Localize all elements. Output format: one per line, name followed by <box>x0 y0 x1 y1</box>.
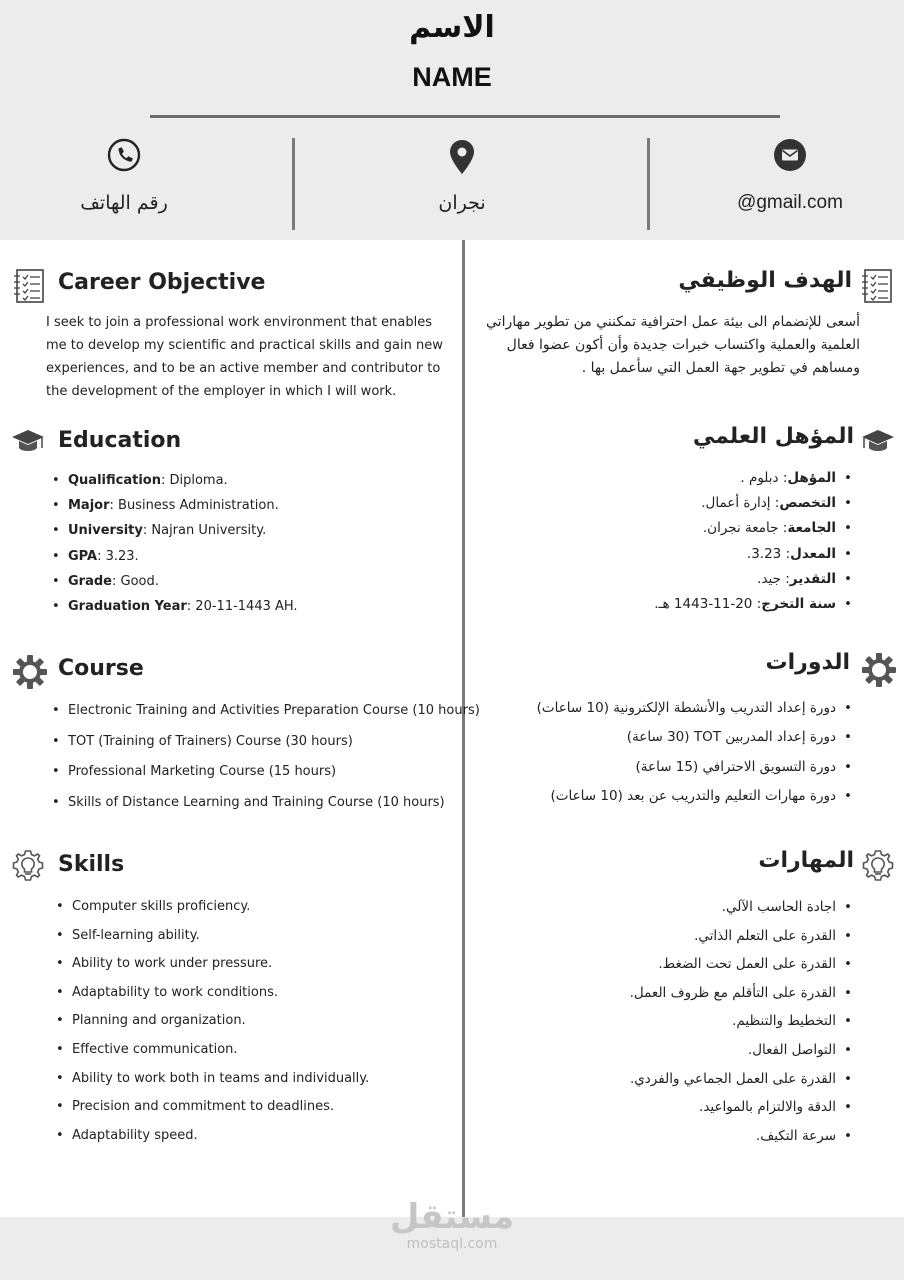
contact-email <box>680 138 900 214</box>
list-item: • Grade: Good. <box>46 569 298 594</box>
list-item: • سرعة التكيف. <box>630 1122 858 1151</box>
course-list <box>46 696 480 819</box>
skills-list <box>50 893 369 1150</box>
contact-phone <box>14 138 234 214</box>
list-item: • Qualification: Diploma. <box>46 468 298 493</box>
graduation-cap-icon <box>860 426 896 462</box>
list-item: • المؤهل: دبلوم . <box>654 466 858 491</box>
list-item: • TOT (Training of Trainers) Course (30 hours) <box>46 727 480 758</box>
career-objective-title-ar: الهدف الوظيفي <box>678 268 852 293</box>
name-english: NAME <box>412 62 492 92</box>
list-item: • الدقة والالتزام بالمواعيد. <box>630 1093 858 1122</box>
phone-label: رقم الهاتف <box>80 192 168 214</box>
list-item: • القدرة على التأقلم مع ظروف العمل. <box>630 979 858 1008</box>
skills-title-ar: المهارات <box>758 848 854 873</box>
list-item: • التخطيط والتنظيم. <box>630 1007 858 1036</box>
list-item: • Planning and organization. <box>50 1007 369 1036</box>
list-item: • القدرة على العمل الجماعي والفردي. <box>630 1065 858 1094</box>
email-icon <box>773 138 807 172</box>
list-item: • Effective communication. <box>50 1036 369 1065</box>
header-divider <box>150 115 780 118</box>
list-item: • University: Najran University. <box>46 518 298 543</box>
list-item: • Ability to work under pressure. <box>50 950 369 979</box>
list-item: • GPA: 3.23. <box>46 544 298 569</box>
list-item: • المعدل: 3.23. <box>654 542 858 567</box>
checklist-icon <box>860 268 896 304</box>
list-item: • القدرة على العمل تحت الضغط. <box>630 950 858 979</box>
list-item: • دورة إعداد المدربين TOT (30 ساعة) <box>537 723 858 752</box>
career-objective-text-ar: أسعى للإنضمام الى بيئة عمل احترافية تمكنني من تطوير مهاراتي العلمية والعملية واكتساب خبرات جديدة وأن أكون عضوا فعال ومساهم في تطوير جهة العمل التي سأعمل بها . <box>486 314 860 376</box>
email-label: @gmail.com <box>737 192 843 213</box>
list-item: • اجادة الحاسب الآلي. <box>630 893 858 922</box>
education-title: Education <box>58 428 182 453</box>
list-item: • Ability to work both in teams and individually. <box>50 1065 369 1094</box>
list-item: • دورة التسويق الاحترافي (15 ساعة) <box>537 753 858 782</box>
education-list <box>46 468 298 619</box>
list-item: • الجامعة: جامعة نجران. <box>654 516 858 541</box>
skills-title: Skills <box>58 852 125 877</box>
list-item: • التواصل الفعال. <box>630 1036 858 1065</box>
lightbulb-gear-icon <box>860 848 896 884</box>
course-list-ar <box>537 694 858 811</box>
graduation-cap-icon <box>10 426 46 462</box>
list-item: • Adaptability to work conditions. <box>50 979 369 1008</box>
location-pin-icon <box>445 138 479 172</box>
watermark-site: mostaql.com <box>406 1236 498 1252</box>
watermark-logo: مستقل <box>389 1197 515 1237</box>
phone-icon <box>107 138 141 172</box>
list-item: • Self-learning ability. <box>50 922 369 951</box>
list-item: • Computer skills proficiency. <box>50 893 369 922</box>
course-title-ar: الدورات <box>765 650 850 675</box>
list-item: • التقدير: جيد. <box>654 567 858 592</box>
list-item: • دورة مهارات التعليم والتدريب عن بعد (10 ساعات) <box>537 782 858 811</box>
contact-separator <box>292 138 295 230</box>
contact-separator <box>647 138 650 230</box>
list-item: • Major: Business Administration. <box>46 493 298 518</box>
gear-icon <box>12 654 48 690</box>
gear-icon <box>861 652 897 688</box>
lightbulb-gear-icon <box>10 848 46 884</box>
contact-location <box>352 138 572 214</box>
list-item: • Precision and commitment to deadlines. <box>50 1093 369 1122</box>
skills-list-ar <box>630 893 858 1150</box>
list-item: • Professional Marketing Course (15 hours) <box>46 757 480 788</box>
list-item: • Adaptability speed. <box>50 1122 369 1151</box>
career-objective-title: Career Objective <box>58 270 266 295</box>
list-item: • Electronic Training and Activities Preparation Course (10 hours) <box>46 696 480 727</box>
list-item: • القدرة على التعلم الذاتي. <box>630 922 858 951</box>
career-objective-text: I seek to join a professional work environment that enables me to develop my scientific and practical skills and gain new experiences, and to be an active member and contributor to the development of the employer in which I will work. <box>46 315 443 399</box>
list-item: • Skills of Distance Learning and Training Course (10 hours) <box>46 788 480 819</box>
education-title-ar: المؤهل العلمي <box>692 424 854 449</box>
list-item: • Graduation Year: 20-11-1443 AH. <box>46 594 298 619</box>
list-item: • سنة التخرج: 20-11-1443 هـ. <box>654 592 858 617</box>
list-item: • التخصص: إدارة أعمال. <box>654 491 858 516</box>
name-arabic: الاسم <box>409 10 495 45</box>
education-list-ar <box>654 466 858 617</box>
list-item: • دورة إعداد التدريب والأنشطة الإلكترونية (10 ساعات) <box>537 694 858 723</box>
location-label: نجران <box>438 192 486 214</box>
checklist-icon <box>12 268 48 304</box>
course-title: Course <box>58 656 144 681</box>
